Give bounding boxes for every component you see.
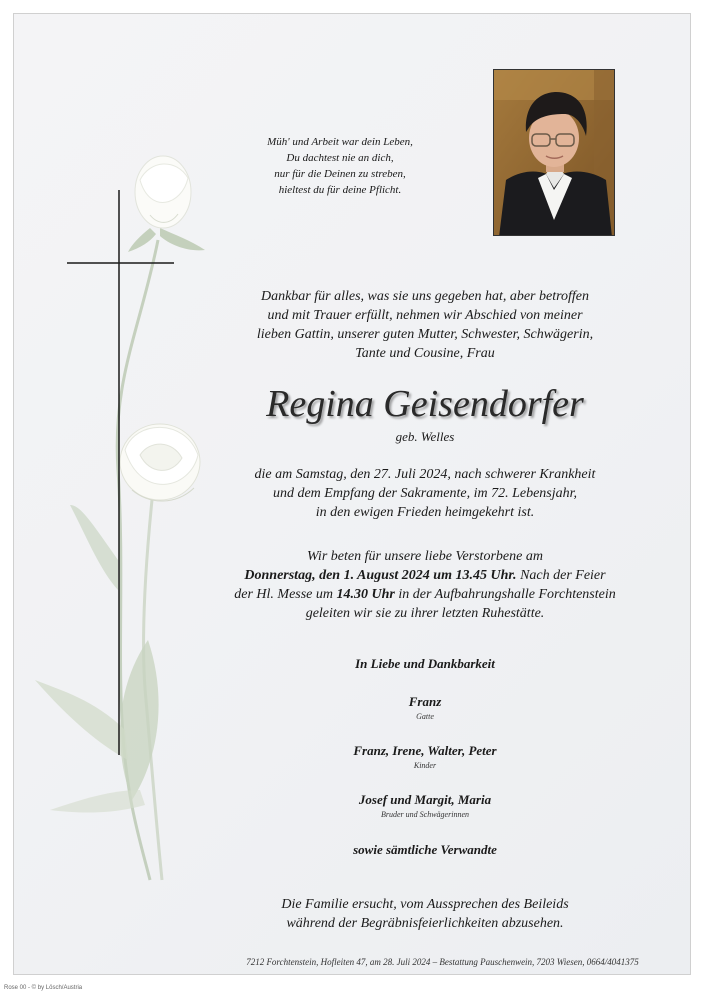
request-line: während der Begräbnisfeierlichkeiten abzusehen. [286,916,564,931]
death-notice [200,465,650,522]
mourner-names: Franz [408,694,442,709]
service-date: Donnerstag, den 1. August 2024 um 13.45 Uhr. [244,568,517,583]
verse-line: hieltest du für deine Pflicht. [278,184,402,196]
intro-line: Tante und Cousine, Frau [355,346,495,361]
mourner-role: Gatte [416,712,434,721]
service-details [200,547,650,623]
design-credit: Rose 00 - © by Lösch/Austria [4,985,83,991]
intro-line: lieben Gattin, unserer guten Mutter, Schwester, Schwägerin, [256,327,594,342]
memorial-verse [225,134,455,198]
mourner-names: Josef und Margit, Maria [358,792,492,807]
request-line: Die Familie ersucht, vom Aussprechen des Beileids [281,897,569,912]
service-line: geleiten wir sie zu ihrer letzten Ruhestätte. [305,606,545,621]
death-line: die am Samstag, den 27. Juli 2024, nach schwerer Krankheit [254,467,596,482]
deceased-name: Regina Geisendorfer [266,383,584,425]
death-line: in den ewigen Frieden heimgekehrt ist. [315,505,535,520]
death-line: und dem Empfang der Sakramente, im 72. Lebensjahr, [272,486,578,501]
service-after-date: Nach der Feier [516,568,606,583]
service-location: in der Aufbahrungshalle Forchtenstein [394,587,616,602]
service-pre-time: der Hl. Messe um [234,587,337,602]
service-line: Wir beten für unsere liebe Verstorbene am [307,549,543,564]
service-time: 14.30 Uhr [336,587,395,602]
mourners-heading: In Liebe und Dankbarkeit [355,656,495,671]
mourner-role: Kinder [413,761,437,770]
farewell-intro [200,287,650,363]
intro-line: Dankbar für alles, was sie uns gegeben hat, aber betroffen [260,289,590,304]
verse-line: Müh' und Arbeit war dein Leben, [267,136,413,148]
verse-line: Du dachtest nie an dich, [286,152,394,164]
birth-name: geb. Welles [395,429,455,444]
service-line [200,566,650,585]
mourner-names: Franz, Irene, Walter, Peter [353,743,497,758]
portrait-photo [493,69,615,236]
verse-line: nur für die Deinen zu streben, [274,168,406,180]
mourner-role: Bruder und Schwägerinnen [381,810,469,819]
portrait-image [494,70,615,236]
service-line [200,585,650,604]
footer-address: 7212 Forchtenstein, Hofleiten 47, am 28. Juli 2024 – Bestattung Pauschenwein, 7203 Wiesen, 0664/4041375 [246,957,639,967]
intro-line: und mit Trauer erfüllt, nehmen wir Abschied von meiner [267,308,583,323]
mourners-closing: sowie sämtliche Verwandte [353,842,497,857]
condolence-request [200,895,650,933]
